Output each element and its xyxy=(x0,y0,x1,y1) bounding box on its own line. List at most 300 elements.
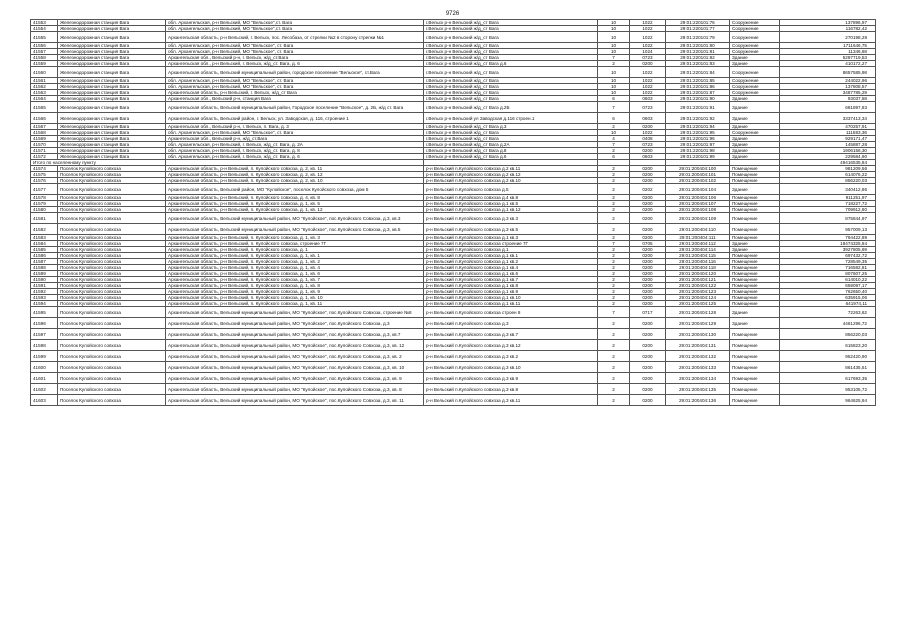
address-cell: Архангельская область, Вельский муниципальный район, МО "Кулойское", пос.Кулойского Совхоза, д.3, кв. 9 xyxy=(166,373,424,384)
settlement-cell: Железнодорожная станция Вага xyxy=(58,124,166,130)
address-cell: обл. Архангельская, р-н Вельский, МО "Вельское",ст. Вага xyxy=(166,20,424,26)
location-cell: г.Вельск р-н Вельский ж/д_ст Вага xyxy=(424,78,598,84)
row-number-cell: 41595 xyxy=(31,307,58,318)
object-type-cell: Помещение xyxy=(730,172,780,178)
code2-cell: 1022 xyxy=(630,90,666,96)
value-cell: 111583,36 xyxy=(780,130,876,136)
value-cell: 953105,72 xyxy=(780,384,876,395)
code2-cell: 0200 xyxy=(630,384,666,395)
cadastral-number-cell: 29:01:200404:129 xyxy=(666,318,730,329)
code2-cell: 1022 xyxy=(630,26,666,32)
table-row xyxy=(31,395,876,406)
code1-cell: 2 xyxy=(598,329,630,340)
cadastral-number-cell: 29:01:200404:121 xyxy=(666,277,730,283)
value-cell: 3337413,34 xyxy=(780,113,876,124)
object-type-cell: Помещение xyxy=(730,340,780,351)
location-cell: р-н Вельский п.Кулойского совхоза д.3 кв.10 xyxy=(424,362,598,373)
value-cell: 762650,40 xyxy=(780,289,876,295)
value-cell: 5287719,53 xyxy=(780,55,876,61)
settlement-cell: Поселок Кулойского совхоза xyxy=(58,329,166,340)
row-number-cell: 41597 xyxy=(31,329,58,340)
code2-cell: 0200 xyxy=(630,148,666,154)
address-cell: Архангельская область, р-н Вельский, п. Кулойского совхоза, д. 2, кв. 10 xyxy=(166,178,424,184)
value-cell: 709912,80 xyxy=(780,207,876,213)
code1-cell: 2 xyxy=(598,224,630,235)
location-cell: г.Вельск р-н Вельский ж/д_ст Вага xyxy=(424,136,598,142)
property-table xyxy=(30,19,876,406)
address-cell: Архангельская область, Вельский муниципальный район, МО "Кулойское", пос.Кулойского Совхоза, д.3, кв. 2 xyxy=(166,351,424,362)
value-cell: 145887,28 xyxy=(780,142,876,148)
object-type-cell: Здание xyxy=(730,136,780,142)
value-cell: 614010,22 xyxy=(780,277,876,283)
code1-cell: 2 xyxy=(598,201,630,207)
cadastral-number-cell: 29:01:200404:125 xyxy=(666,301,730,307)
code2-cell: 0200 xyxy=(630,265,666,271)
object-type-cell: Здание xyxy=(730,96,780,102)
code2-cell: 0200 xyxy=(630,340,666,351)
code2-cell: 1022 xyxy=(630,130,666,136)
cadastral-number-cell: 29:01:200404:134 xyxy=(666,373,730,384)
cadastral-number-cell: 29:01:200404:130 xyxy=(666,329,730,340)
value-cell: 807607,25 xyxy=(780,271,876,277)
code1-cell: 10 xyxy=(598,78,630,84)
settlement-cell: Железнодорожная станция Вага xyxy=(58,148,166,154)
settlement-cell: Железнодорожная станция Вага xyxy=(58,142,166,148)
code2-cell: 0200 xyxy=(630,329,666,340)
code1-cell: 10 xyxy=(598,49,630,55)
address-cell: Архангельская область, Вельский муниципальный район, Городское поселение "Вельское", д. 2Б, ж/д ст. Вага xyxy=(166,102,424,113)
address-cell: Архангельская область, р-н Вельский, п. Кулойского совхоза, д. 2, кв. 12 xyxy=(166,172,424,178)
value-cell: 410172,27 xyxy=(780,61,876,67)
settlement-cell: Поселок Кулойского совхоза xyxy=(58,259,166,265)
code2-cell: 1022 xyxy=(630,32,666,43)
settlement-cell: Железнодорожная станция Вага xyxy=(58,49,166,55)
value-cell: 1711646,75 xyxy=(780,43,876,49)
row-number-cell: 41588 xyxy=(31,265,58,271)
code2-cell: 0200 xyxy=(630,283,666,289)
code2-cell: 0200 xyxy=(630,124,666,130)
object-type-cell: Помещение xyxy=(730,295,780,301)
settlement-cell: Железнодорожная станция Вага xyxy=(58,20,166,26)
code1-cell: 2 xyxy=(598,172,630,178)
table-row xyxy=(31,329,876,340)
table-row xyxy=(31,307,876,318)
code1-cell: 2 xyxy=(598,301,630,307)
code1-cell: 7 xyxy=(598,142,630,148)
value-cell: 137808,57 xyxy=(780,84,876,90)
code2-cell: 0200 xyxy=(630,224,666,235)
object-type-cell: Помещение xyxy=(730,351,780,362)
location-cell: г.Вельск р-н Вельский ж/д_ст Вага xyxy=(424,20,598,26)
object-type-cell: Здание xyxy=(730,124,780,130)
cadastral-number-cell: 29:01:200404:136 xyxy=(666,395,730,406)
address-cell: обл. Архангельская, р-н Вельский, г. Вельск, ж/д_ст. Вага, д. 6 xyxy=(166,154,424,160)
code2-cell: 0717 xyxy=(630,307,666,318)
cadastral-number-cell: 29:01:200404:122 xyxy=(666,283,730,289)
row-number-cell: 41577 xyxy=(31,184,58,195)
settlement-cell: Поселок Кулойского совхоза xyxy=(58,224,166,235)
cadastral-number-cell: 29:01:200404:102 xyxy=(666,178,730,184)
location-cell: г.Вельск р-н Вельский ул Заводская д.116 строен.1 xyxy=(424,113,598,124)
code1-cell: 2 xyxy=(598,373,630,384)
code1-cell: 2 xyxy=(598,295,630,301)
address-cell: Архангельская область, р-н Вельский, п. Кулойского совхоза, д. 2, кв. 11 xyxy=(166,166,424,172)
code2-cell: 0200 xyxy=(630,178,666,184)
location-cell: г.Вельск р-н Вельский ж/д_ст Вага д.2А xyxy=(424,142,598,148)
row-number-cell: 41570 xyxy=(31,142,58,148)
cadastral-number-cell: 29:01:220101:85 xyxy=(666,78,730,84)
address-cell: Архангельская область, Вельский муниципальный район, МО "Кулойское", пос.Кулойского Совхоза, д.3, кв.5 xyxy=(166,224,424,235)
cadastral-number-cell: 29:01:200404:135 xyxy=(666,384,730,395)
row-number-cell: 41576 xyxy=(31,178,58,184)
value-cell: 641974,11 xyxy=(780,301,876,307)
value-cell: 875844,97 xyxy=(780,213,876,224)
code1-cell: 2 xyxy=(598,362,630,373)
location-cell: р-н Вельский п.Кулойского совхоза д.2 кв.12 xyxy=(424,172,598,178)
cadastral-number-cell: 29:01:220101:80 xyxy=(666,43,730,49)
row-number-cell: 41568 xyxy=(31,130,58,136)
code2-cell: 0200 xyxy=(630,235,666,241)
settlement-cell: Поселок Кулойского совхоза xyxy=(58,373,166,384)
cadastral-number-cell: 29:01:200404:112 xyxy=(666,241,730,247)
row-number-cell: 41569 xyxy=(31,136,58,142)
settlement-cell: Железнодорожная станция Вага xyxy=(58,32,166,43)
object-type-cell: Помещение xyxy=(730,384,780,395)
address-cell: Архангельская область, р-н Вельский, п. Кулойского совхоза, д. 1, кв. 1 xyxy=(166,253,424,259)
location-cell: г.Вельск р-н Вельский ж/д_ст Вага д.3 xyxy=(424,124,598,130)
object-type-cell: Сооружение xyxy=(730,84,780,90)
value-cell: 229584,90 xyxy=(780,154,876,160)
code2-cell: 0200 xyxy=(630,289,666,295)
object-type-cell: Здание xyxy=(730,241,780,247)
cadastral-number-cell: 29:01:200404:100 xyxy=(666,166,730,172)
value-cell: 856220,03 xyxy=(780,178,876,184)
code1-cell: 10 xyxy=(598,90,630,96)
object-type-cell: Помещение xyxy=(730,362,780,373)
code1-cell: 2 xyxy=(598,318,630,329)
location-cell: г.Вельск р-н Вельский ж/д_ст Вага xyxy=(424,49,598,55)
settlement-cell: Поселок Кулойского совхоза xyxy=(58,213,166,224)
address-cell: Архангельская область, р-н Вельский, п. Кулойского совхоза, д. 1 xyxy=(166,247,424,253)
settlement-cell: Железнодорожная станция Вага xyxy=(58,113,166,124)
row-number-cell: 41553 xyxy=(31,20,58,26)
row-number-cell: 41574 xyxy=(31,166,58,172)
code2-cell: 1024 xyxy=(630,49,666,55)
code2-cell: 1022 xyxy=(630,84,666,90)
code2-cell: 0200 xyxy=(630,362,666,373)
value-cell: 681897,83 xyxy=(780,102,876,113)
settlement-cell: Поселок Кулойского совхоза xyxy=(58,271,166,277)
object-type-cell: Здание xyxy=(730,148,780,154)
code1-cell: 7 xyxy=(598,307,630,318)
value-cell: 244022,96 xyxy=(780,78,876,84)
code1-cell: 2 xyxy=(598,271,630,277)
cadastral-number-cell: 29:01:220101:91 xyxy=(666,102,730,113)
location-cell: р-н Вельский п.Кулойского совхоза д.1 кв.6 xyxy=(424,271,598,277)
value-cell: 718227,72 xyxy=(780,201,876,207)
location-cell: р-н Вельский п.Кулойского совхоза д.1 кв.2 xyxy=(424,259,598,265)
code1-cell: 10 xyxy=(598,20,630,26)
location-cell: р-н Вельский п.Кулойского совхоза д.4 кв.8 xyxy=(424,195,598,201)
row-number-cell: 41562 xyxy=(31,84,58,90)
object-type-cell: Здание xyxy=(730,55,780,61)
address-cell: Архангельская область, р-н Вельский, п. Кулойского совхоза, д. 1, кв. 4 xyxy=(166,265,424,271)
object-type-cell: Сооружение xyxy=(730,90,780,96)
row-number-cell: 41585 xyxy=(31,247,58,253)
value-cell: 3487785,29 xyxy=(780,90,876,96)
value-cell: 911251,97 xyxy=(780,195,876,201)
cadastral-number-cell: 29:01:200404:118 xyxy=(666,265,730,271)
settlement-cell: Поселок Кулойского совхоза xyxy=(58,318,166,329)
row-number-cell: 41564 xyxy=(31,96,58,102)
row-number-cell: 41557 xyxy=(31,49,58,55)
cadastral-number-cell: 29:01:200404:104 xyxy=(666,184,730,195)
settlement-cell: Поселок Кулойского совхоза xyxy=(58,395,166,406)
value-cell: 4461296,72 xyxy=(780,318,876,329)
code1-cell: 2 xyxy=(598,195,630,201)
location-cell: р-н Вельский п.Кулойского совхоза д.1 кв.7 xyxy=(424,277,598,283)
settlement-cell: Железнодорожная станция Вага xyxy=(58,67,166,78)
address-cell: обл. Архангельская, р-н Вельский, МО "Вельское", ст. Вага xyxy=(166,43,424,49)
code2-cell: 0200 xyxy=(630,395,666,406)
settlement-cell: Поселок Кулойского совхоза xyxy=(58,277,166,283)
address-cell: Архангельская область, р-н Вельский, п. Кулойского совхоза, д. 1, кв. 10 xyxy=(166,295,424,301)
object-type-cell: Здание xyxy=(730,102,780,113)
code2-cell: 0200 xyxy=(630,277,666,283)
location-cell: р-н Вельский п.Кулойского совхоза д.3 кв.5 xyxy=(424,224,598,235)
row-number-cell: 41566 xyxy=(31,113,58,124)
settlement-cell: Железнодорожная станция Вага xyxy=(58,43,166,49)
row-number-cell: 41579 xyxy=(31,201,58,207)
code1-cell: 10 xyxy=(598,43,630,49)
address-cell: Архангельская область, р-н Вельский, п. Кулойского совхоза, д. 1, кв. 3 xyxy=(166,235,424,241)
cadastral-number-cell: 29:01:220101:97 xyxy=(666,142,730,148)
location-cell: р-н Вельский п.Кулойского совхоза д.1 кв.5 xyxy=(424,201,598,207)
value-cell: 614076,22 xyxy=(780,172,876,178)
value-cell: 137896,97 xyxy=(780,20,876,26)
row-number-cell: 41580 xyxy=(31,207,58,213)
cadastral-number-cell: 29:01:220101:79 xyxy=(666,32,730,43)
settlement-cell: Железнодорожная станция Вага xyxy=(58,154,166,160)
code1-cell: 4 xyxy=(598,136,630,142)
location-cell: р-н Вельский п.Кулойского совхоза д.2 кв.11 xyxy=(424,166,598,172)
row-number-cell: 41589 xyxy=(31,271,58,277)
cadastral-number-cell: 29:01:220101:99 xyxy=(666,154,730,160)
code1-cell: 2 xyxy=(598,235,630,241)
address-cell: Архангельская область, Вельский муниципальный район, МО "Кулойское", пос.Кулойского Совхоза, д.3, кв.3 xyxy=(166,213,424,224)
cadastral-number-cell: 29:01:200404:131 xyxy=(666,340,730,351)
value-cell: 18474325,84 xyxy=(780,241,876,247)
settlement-cell: Железнодорожная станция Вага xyxy=(58,61,166,67)
value-cell: 861435,51 xyxy=(780,362,876,373)
code2-cell: 1022 xyxy=(630,78,666,84)
object-type-cell: Здание xyxy=(730,154,780,160)
settlement-cell: Поселок Кулойского совхоза xyxy=(58,253,166,259)
code1-cell: 2 xyxy=(598,283,630,289)
address-cell: Архангельская область, р-н Вельский, п. Кулойского совхоза, д. 4, кв. 8 xyxy=(166,195,424,201)
row-number-cell: 41581 xyxy=(31,213,58,224)
cadastral-number-cell: 29:01:220101:76 xyxy=(666,20,730,26)
settlement-cell: Железнодорожная станция Вага xyxy=(58,84,166,90)
settlement-cell: Железнодорожная станция Вага xyxy=(58,130,166,136)
address-cell: Архангельская область, р-н Вельский, п. Кулойского совхоза, д. 1, кв. 11 xyxy=(166,301,424,307)
code2-cell: 0200 xyxy=(630,201,666,207)
settlement-cell: Поселок Кулойского совхоза xyxy=(58,265,166,271)
table-row xyxy=(31,184,876,195)
object-type-cell: Помещение xyxy=(730,213,780,224)
code1-cell: 2 xyxy=(598,259,630,265)
row-number-cell: 41600 xyxy=(31,362,58,373)
code2-cell: 0200 xyxy=(630,207,666,213)
row-number-cell: 41598 xyxy=(31,340,58,351)
location-cell: р-н Вельский п.Кулойского совхоза д.1 кв.8 xyxy=(424,283,598,289)
address-cell: Архангельская область, Вельский муниципальный район, МО "Кулойское", пос.Кулойского Совхоза, д.3, кв. 11 xyxy=(166,395,424,406)
address-cell: обл. Архангельская, р-н Вельский, г. Вельск, ж/д_ст. Вага, д. 2А xyxy=(166,142,424,148)
location-cell: р-н Вельский п.Кулойского совхоза д.3 кв.2 xyxy=(424,351,598,362)
settlement-cell: Поселок Кулойского совхоза xyxy=(58,362,166,373)
code1-cell: 6 xyxy=(598,154,630,160)
code2-cell: 0200 xyxy=(630,61,666,67)
location-cell: р-н Вельский п.Кулойского совхоза д.1 кв.11 xyxy=(424,301,598,307)
value-cell: 8657585,98 xyxy=(780,67,876,78)
code1-cell: 10 xyxy=(598,67,630,78)
object-type-cell: Помещение xyxy=(730,283,780,289)
object-type-cell: Здание xyxy=(730,307,780,318)
settlement-cell: Поселок Кулойского совхоза xyxy=(58,201,166,207)
value-cell: 794422,89 xyxy=(780,235,876,241)
value-cell: 72263,62 xyxy=(780,307,876,318)
value-cell: 716582,81 xyxy=(780,265,876,271)
location-cell: р-н Вельский п.Кулойского совхоза д.1 кв.9 xyxy=(424,289,598,295)
code2-cell: 1022 xyxy=(630,43,666,49)
row-number-cell: 41572 xyxy=(31,154,58,160)
value-cell: 697432,72 xyxy=(780,253,876,259)
settlement-cell: Железнодорожная станция Вага xyxy=(58,96,166,102)
value-cell: 270198,28 xyxy=(780,32,876,43)
page-number: 9726 xyxy=(445,11,460,17)
settlement-cell: Поселок Кулойского совхоза xyxy=(58,172,166,178)
code2-cell: 0200 xyxy=(630,166,666,172)
row-number-cell: 41571 xyxy=(31,148,58,154)
address-cell: обл. Архангельская, р-н Вельский, МО "Вельское", ст. Вага xyxy=(166,84,424,90)
code1-cell: 2 xyxy=(598,395,630,406)
location-cell: г.Вельск р-н Вельский ж/д_ст Вага д.6 xyxy=(424,61,598,67)
code2-cell: 0603 xyxy=(630,113,666,124)
object-type-cell: Сооружение xyxy=(730,78,780,84)
value-cell: 856220,03 xyxy=(780,329,876,340)
code1-cell: 2 xyxy=(598,166,630,172)
value-cell: 340412,86 xyxy=(780,184,876,195)
address-cell: Архангельская область, р-н Вельский, п. Кулойского совхоза, д. 1, кв. 12 xyxy=(166,207,424,213)
code2-cell: 0723 xyxy=(630,102,666,113)
row-number-cell: 41578 xyxy=(31,195,58,201)
cadastral-number-cell: 29:01:200404:120 xyxy=(666,271,730,277)
object-type-cell: Помещение xyxy=(730,277,780,283)
address-cell: Архангельская область, Вельский муниципальный район, МО "Кулойское", пос.Кулойского Совхоза, д.3, кв.7 xyxy=(166,329,424,340)
value-cell: 93037,58 xyxy=(780,96,876,102)
address-cell: Архангельская область, р-н Вельский, г. Вельск, пос. Лесобаза, от стрелки №2 в сторону стрелки №1 xyxy=(166,32,424,43)
address-cell: обл. Архангельская, р-н Вельский, г. Вельск, ж/д_ст. Вага, д. 8 xyxy=(166,148,424,154)
settlement-cell: Поселок Кулойского совхоза xyxy=(58,295,166,301)
location-cell: р-н Вельский п.Кулойского совхоза строен 8 xyxy=(424,307,598,318)
cadastral-number-cell: 29:01:220101:92 xyxy=(666,113,730,124)
code2-cell: 0200 xyxy=(630,172,666,178)
address-cell: Архангельская область, Вельский муниципальный район, МО "Кулойское", пос.Кулойского Совхоза, д.3, кв. 8 xyxy=(166,384,424,395)
code1-cell: 7 xyxy=(598,55,630,61)
location-cell: г.Вельск р-н Вельский ж/д_ст Вага д.6 xyxy=(424,154,598,160)
object-type-cell: Помещение xyxy=(730,373,780,384)
code2-cell: 0200 xyxy=(630,351,666,362)
code1-cell: 6 xyxy=(598,113,630,124)
object-type-cell: Помещение xyxy=(730,178,780,184)
row-number-cell: 41560 xyxy=(31,67,58,78)
value-cell: 929171,47 xyxy=(780,136,876,142)
address-cell: Архангельская область, р-н Вельский, п. Кулойского совхоза, д. 1, кв. 7 xyxy=(166,277,424,283)
code2-cell: 1022 xyxy=(630,20,666,26)
address-cell: Архангельская область, р-н Вельский, п. Кулойского совхоза, строение 7Г xyxy=(166,241,424,247)
location-cell: р-н Вельский п.Кулойского совхоза д.3 кв.9 xyxy=(424,373,598,384)
location-cell: г.Вельск р-н Вельский ж/д_ст Вага xyxy=(424,90,598,96)
code1-cell: 2 xyxy=(598,178,630,184)
cadastral-number-cell: 29:01:200404:101 xyxy=(666,172,730,178)
cadastral-number-cell: 29:01:220101:98 xyxy=(666,148,730,154)
address-cell: обл. Архангельская, р-н Вельский, МО "Вельское", ст. Вага xyxy=(166,49,424,55)
cadastral-number-cell: 29:01:200404:133 xyxy=(666,362,730,373)
object-type-cell: Сооружение xyxy=(730,67,780,78)
row-number-cell: 41593 xyxy=(31,295,58,301)
cadastral-number-cell: 29:01:200404:109 xyxy=(666,213,730,224)
object-type-cell: Помещение xyxy=(730,224,780,235)
object-type-cell: Здание xyxy=(730,142,780,148)
address-cell: Архангельская обл., р-н Вельский, г. Вельск, ж/д_ст. Вага, д. 6 xyxy=(166,61,424,67)
settlement-cell: Железнодорожная станция Вага xyxy=(58,78,166,84)
cadastral-number-cell: 29:01:220101:94 xyxy=(666,124,730,130)
settlement-cell: Железнодорожная станция Вага xyxy=(58,102,166,113)
table-body xyxy=(31,20,876,406)
code1-cell: 2 xyxy=(598,277,630,283)
location-cell: р-н Вельский п.Кулойского совхоза д.3 кв.12 xyxy=(424,340,598,351)
object-type-cell: Здание xyxy=(730,247,780,253)
cadastral-number-cell: 29:01:200404:106 xyxy=(666,195,730,201)
settlement-cell: Железнодорожная станция Вага xyxy=(58,26,166,32)
row-number-cell: 41567 xyxy=(31,124,58,130)
table-row xyxy=(31,113,876,124)
row-number-cell: 41565 xyxy=(31,102,58,113)
row-number-cell: 41594 xyxy=(31,301,58,307)
cadastral-number-cell: 29:01:220101:83 xyxy=(666,61,730,67)
row-number-cell: 41599 xyxy=(31,351,58,362)
location-cell: р-н Вельский п.Кулойского совхоза д.1 кв.1 xyxy=(424,253,598,259)
settlement-cell: Поселок Кулойского совхоза xyxy=(58,289,166,295)
value-cell: 11346,68 xyxy=(780,49,876,55)
address-cell: Архангельская обл., Вельский р-н, г. Вельск, ж/д_ст.Вага xyxy=(166,55,424,61)
address-cell: обл. Архангельская, р-н Вельский, МО "Вельское", ст. Вага xyxy=(166,130,424,136)
cadastral-number-cell: 29:01:200404:124 xyxy=(666,295,730,301)
location-cell: г.Вельск р-н Вельский ж/д_ст Вага xyxy=(424,43,598,49)
object-type-cell: Здание xyxy=(730,318,780,329)
code1-cell: 2 xyxy=(598,253,630,259)
table-row xyxy=(31,102,876,113)
address-cell: Архангельская область, Вельский муниципальный район, МО "Кулойское", пос.Кулойского Совхоза, д.3 xyxy=(166,318,424,329)
address-cell: Архангельская область, Вельский муниципальный район, МО "Кулойское", пос.Кулойского Совхоза, д.3, кв. 12 xyxy=(166,340,424,351)
cadastral-number-cell: 29:01:200404:116 xyxy=(666,259,730,265)
location-cell: г.Вельск р-н Вельский ж/д_ст Вага xyxy=(424,55,598,61)
cadastral-number-cell: 29:01:220101:82 xyxy=(666,55,730,61)
code2-cell: 0200 xyxy=(630,213,666,224)
object-type-cell: Помещение xyxy=(730,195,780,201)
row-number-cell: 41561 xyxy=(31,78,58,84)
value-cell: 952420,90 xyxy=(780,351,876,362)
